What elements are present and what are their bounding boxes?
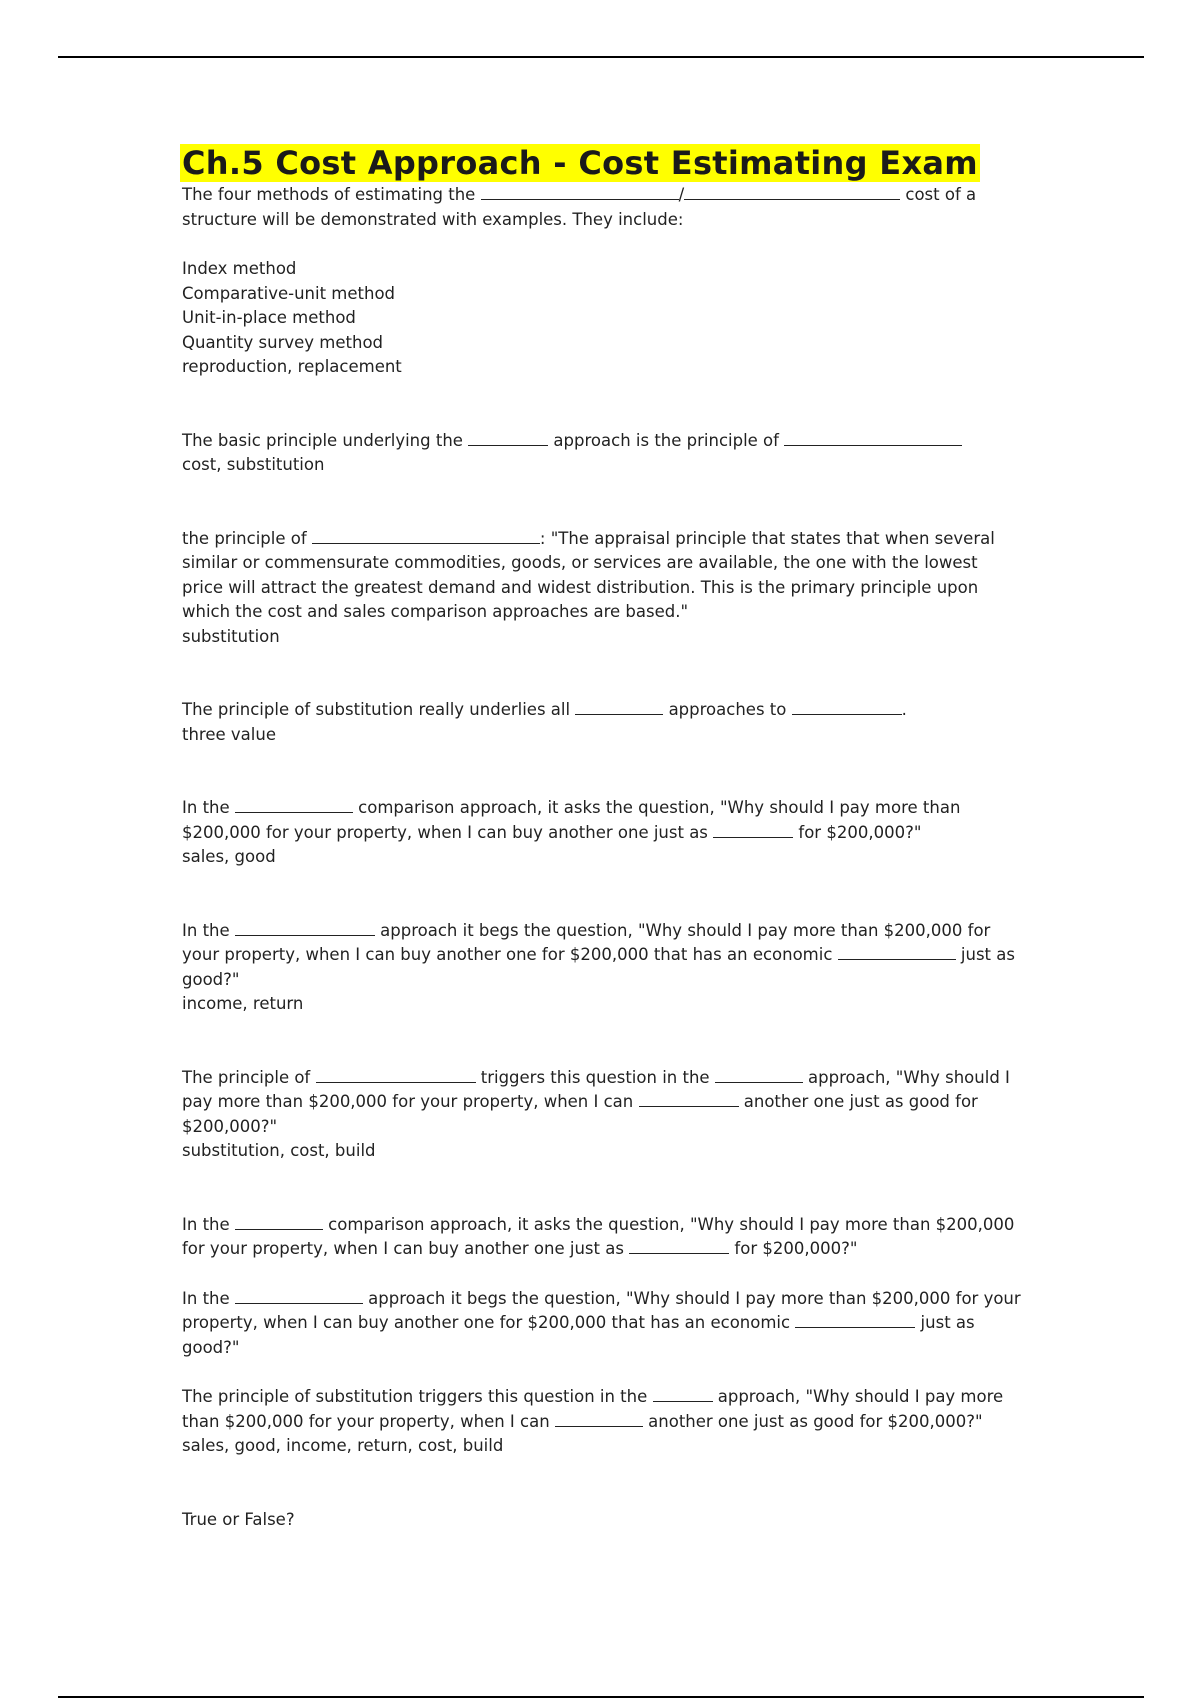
question-8-prompt-b: In the approach it begs the question, "Why should I pay more than $200,000 for your property, when I can buy another one for $200,000 that has an economic just as good?" [182, 1288, 1021, 1357]
question-3-prompt: the principle of : "The appraisal principle that states that when several similar or commensurate commodities, goods, or services are available, the one with the lowest price will attract the greatest demand and widest distribution. This is the primary principle upon which the cost and sales comparison approaches are based." [182, 528, 995, 621]
top-rule [58, 56, 1144, 58]
answer-blank [235, 798, 353, 813]
question-2-prompt: The basic principle underlying the approach is the principle of [182, 429, 1022, 454]
list-item: Index method [182, 259, 297, 278]
answer-blank [639, 1092, 739, 1107]
question-7-prompt: The principle of triggers this question in the approach, "Why should I pay more than $200,000 for your property, when I can another one just as good for $200,000?" [182, 1067, 1010, 1136]
question-4-prompt: The principle of substitution really underlies all approaches to . [182, 700, 907, 719]
list-item: Comparative-unit method [182, 283, 396, 303]
answer-blank [795, 1313, 915, 1328]
question-4 [182, 698, 1022, 747]
methods-list [182, 257, 1022, 355]
answer-blank [575, 700, 663, 715]
question-8-prompt-a: In the comparison approach, it asks the question, "Why should I pay more than $200,000 for your property, when I can buy another one just as for $200,000?" [182, 1214, 1015, 1258]
answer-blank [235, 921, 375, 936]
question-1-prompt: The four methods of estimating the / cost of a structure will be demonstrated with examples. They include: [182, 185, 977, 229]
document-body [182, 144, 1022, 1532]
question-2 [182, 429, 1022, 478]
list-item: Quantity survey method [182, 332, 384, 352]
question-9 [182, 1508, 1022, 1533]
answer-blank [235, 1289, 363, 1304]
question-3-answer: substitution [182, 626, 280, 646]
question-1 [182, 183, 1022, 380]
page-title: Ch.5 Cost Approach - Cost Estimating Exam [182, 144, 978, 182]
question-6-prompt: In the approach it begs the question, "Why should I pay more than $200,000 for your property, when I can buy another one for $200,000 that has an economic just as good?" [182, 920, 1015, 989]
answer-blank [792, 700, 902, 715]
answer-blank [316, 1068, 476, 1083]
list-item: Unit-in-place method [182, 308, 356, 327]
answer-blank [784, 431, 962, 446]
bottom-rule [58, 1696, 1144, 1698]
answer-blank [684, 185, 900, 200]
question-8-answer: sales, good, income, return, cost, build [182, 1436, 504, 1455]
question-4-answer: three value [182, 724, 276, 744]
question-5 [182, 796, 1022, 870]
question-7 [182, 1066, 1022, 1164]
answer-blank [838, 945, 956, 960]
question-3 [182, 527, 1022, 650]
answer-blank [713, 823, 793, 838]
answer-blank [468, 431, 548, 446]
question-7-answer: substitution, cost, build [182, 1141, 376, 1160]
answer-blank [235, 1215, 323, 1230]
answer-blank [629, 1239, 729, 1254]
question-9-prompt: True or False? [182, 1509, 295, 1529]
answer-blank [312, 529, 540, 544]
answer-blank [555, 1412, 643, 1427]
question-5-answer: sales, good [182, 847, 276, 866]
question-6-answer: income, return [182, 994, 304, 1013]
question-6 [182, 919, 1022, 1017]
answer-blank [481, 185, 679, 200]
question-5-prompt: In the comparison approach, it asks the question, "Why should I pay more than $200,000 for your property, when I can buy another one just as for $200,000?" [182, 798, 961, 842]
answer-blank [653, 1387, 713, 1402]
question-8-prompt-c: The principle of substitution triggers this question in the approach, "Why should I pay more than $200,000 for your property, when I can another one just as good for $200,000?" [182, 1387, 1004, 1431]
question-8 [182, 1213, 1022, 1459]
question-1-answer: reproduction, replacement [182, 357, 402, 376]
answer-blank [715, 1068, 803, 1083]
question-2-answer: cost, substitution [182, 455, 325, 474]
